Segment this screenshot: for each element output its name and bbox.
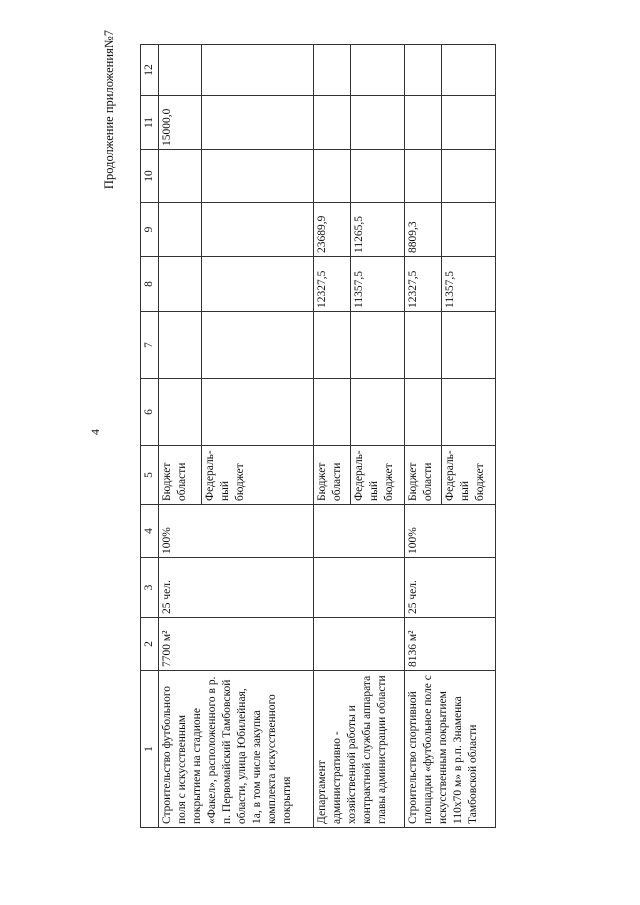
percent-cell: 100% (405, 505, 496, 558)
value-cell (314, 96, 350, 149)
area-cell: 7700 м² (159, 618, 314, 671)
col11-cell (159, 96, 314, 150)
value-cell (441, 96, 478, 149)
source-federal: Федераль-ный бюджет (441, 446, 478, 504)
value-cell (350, 96, 387, 149)
column-header: 7 (141, 312, 159, 379)
col12-cell (159, 45, 314, 96)
col12-cell (314, 45, 405, 96)
col8-cell (405, 257, 496, 312)
percent-cell (314, 505, 405, 558)
source-federal: Федераль-ный бюджет (201, 446, 244, 504)
source-cell (159, 446, 314, 505)
object-name: Строительство спортивной площадки «футбольное поле с искусственным покрытием 110х70 м» в р.п. Знаменка Тамбовской области (405, 671, 496, 828)
value-cell: 12327,5 (407, 270, 419, 308)
col10-cell (405, 150, 496, 203)
col9-cell (314, 203, 405, 257)
value-cell: 11265,5 (350, 203, 387, 256)
column-header: 5 (141, 446, 159, 505)
value-cell (405, 96, 441, 149)
object-name: Департамент административно - хозяйственной работы и контрактной службы аппарата главы администрации области (314, 671, 405, 828)
value-cell: 8809,3 (407, 221, 419, 253)
value-cell: 15000,0 (161, 108, 173, 146)
column-header: 9 (141, 203, 159, 257)
column-header: 3 (141, 558, 159, 618)
col9-cell (405, 203, 496, 257)
value-cell (201, 257, 244, 311)
col8-cell (159, 257, 314, 312)
people-cell (314, 558, 405, 618)
col10-cell (159, 150, 314, 203)
column-header: 8 (141, 257, 159, 312)
people-cell: 25 чел. (159, 558, 314, 618)
value-cell: 11357,5 (441, 257, 478, 311)
column-header: 1 (141, 671, 159, 828)
area-cell: 8136 м² (405, 618, 496, 671)
column-header: 2 (141, 618, 159, 671)
col12-cell (405, 45, 496, 96)
table-row (314, 45, 405, 828)
col9-cell (159, 203, 314, 257)
source-regional: Бюджет области (407, 462, 434, 501)
people-cell: 25 чел. (405, 558, 496, 618)
source-cell (405, 446, 496, 505)
value-cell: 12327,5 (316, 270, 328, 308)
value-cell (159, 257, 201, 311)
source-regional: Бюджет области (161, 462, 188, 501)
col10-cell (314, 150, 405, 203)
continuation-title: Продолжение приложения№7 (102, 30, 116, 190)
value-cell: 23689,9 (316, 215, 328, 253)
source-cell (314, 446, 405, 505)
col6-cell (159, 379, 314, 446)
header-row (141, 45, 159, 828)
source-federal: Федераль-ный бюджет (350, 446, 387, 504)
percent-cell: 100% (159, 505, 314, 558)
column-header: 12 (141, 45, 159, 96)
col7-cell (314, 312, 405, 379)
col7-cell (159, 312, 314, 379)
page-number: 4 (88, 429, 102, 435)
col8-cell (314, 257, 405, 312)
object-name: Строительство футбольного поля с искусственным покрытием на стадионе «Факел», расположенного в р. п. Первомайский Тамбовской области, улица Юбилейная, 1а, в том числе закупка комплекта искусственного покрытия (159, 671, 314, 828)
column-header: 6 (141, 379, 159, 446)
value-cell (201, 203, 244, 256)
table-row (405, 45, 496, 828)
col6-cell (314, 379, 405, 446)
table-row (159, 45, 314, 828)
source-regional: Бюджет области (316, 462, 343, 501)
appendix-table (140, 44, 496, 828)
value-cell (441, 203, 478, 256)
col6-cell (405, 379, 496, 446)
col11-cell (314, 96, 405, 150)
area-cell (314, 618, 405, 671)
value-cell (201, 96, 244, 149)
column-header: 10 (141, 150, 159, 203)
value-cell (159, 203, 201, 256)
column-header: 11 (141, 96, 159, 150)
col7-cell (405, 312, 496, 379)
col11-cell (405, 96, 496, 150)
column-header: 4 (141, 505, 159, 558)
value-cell: 11357,5 (350, 257, 387, 311)
